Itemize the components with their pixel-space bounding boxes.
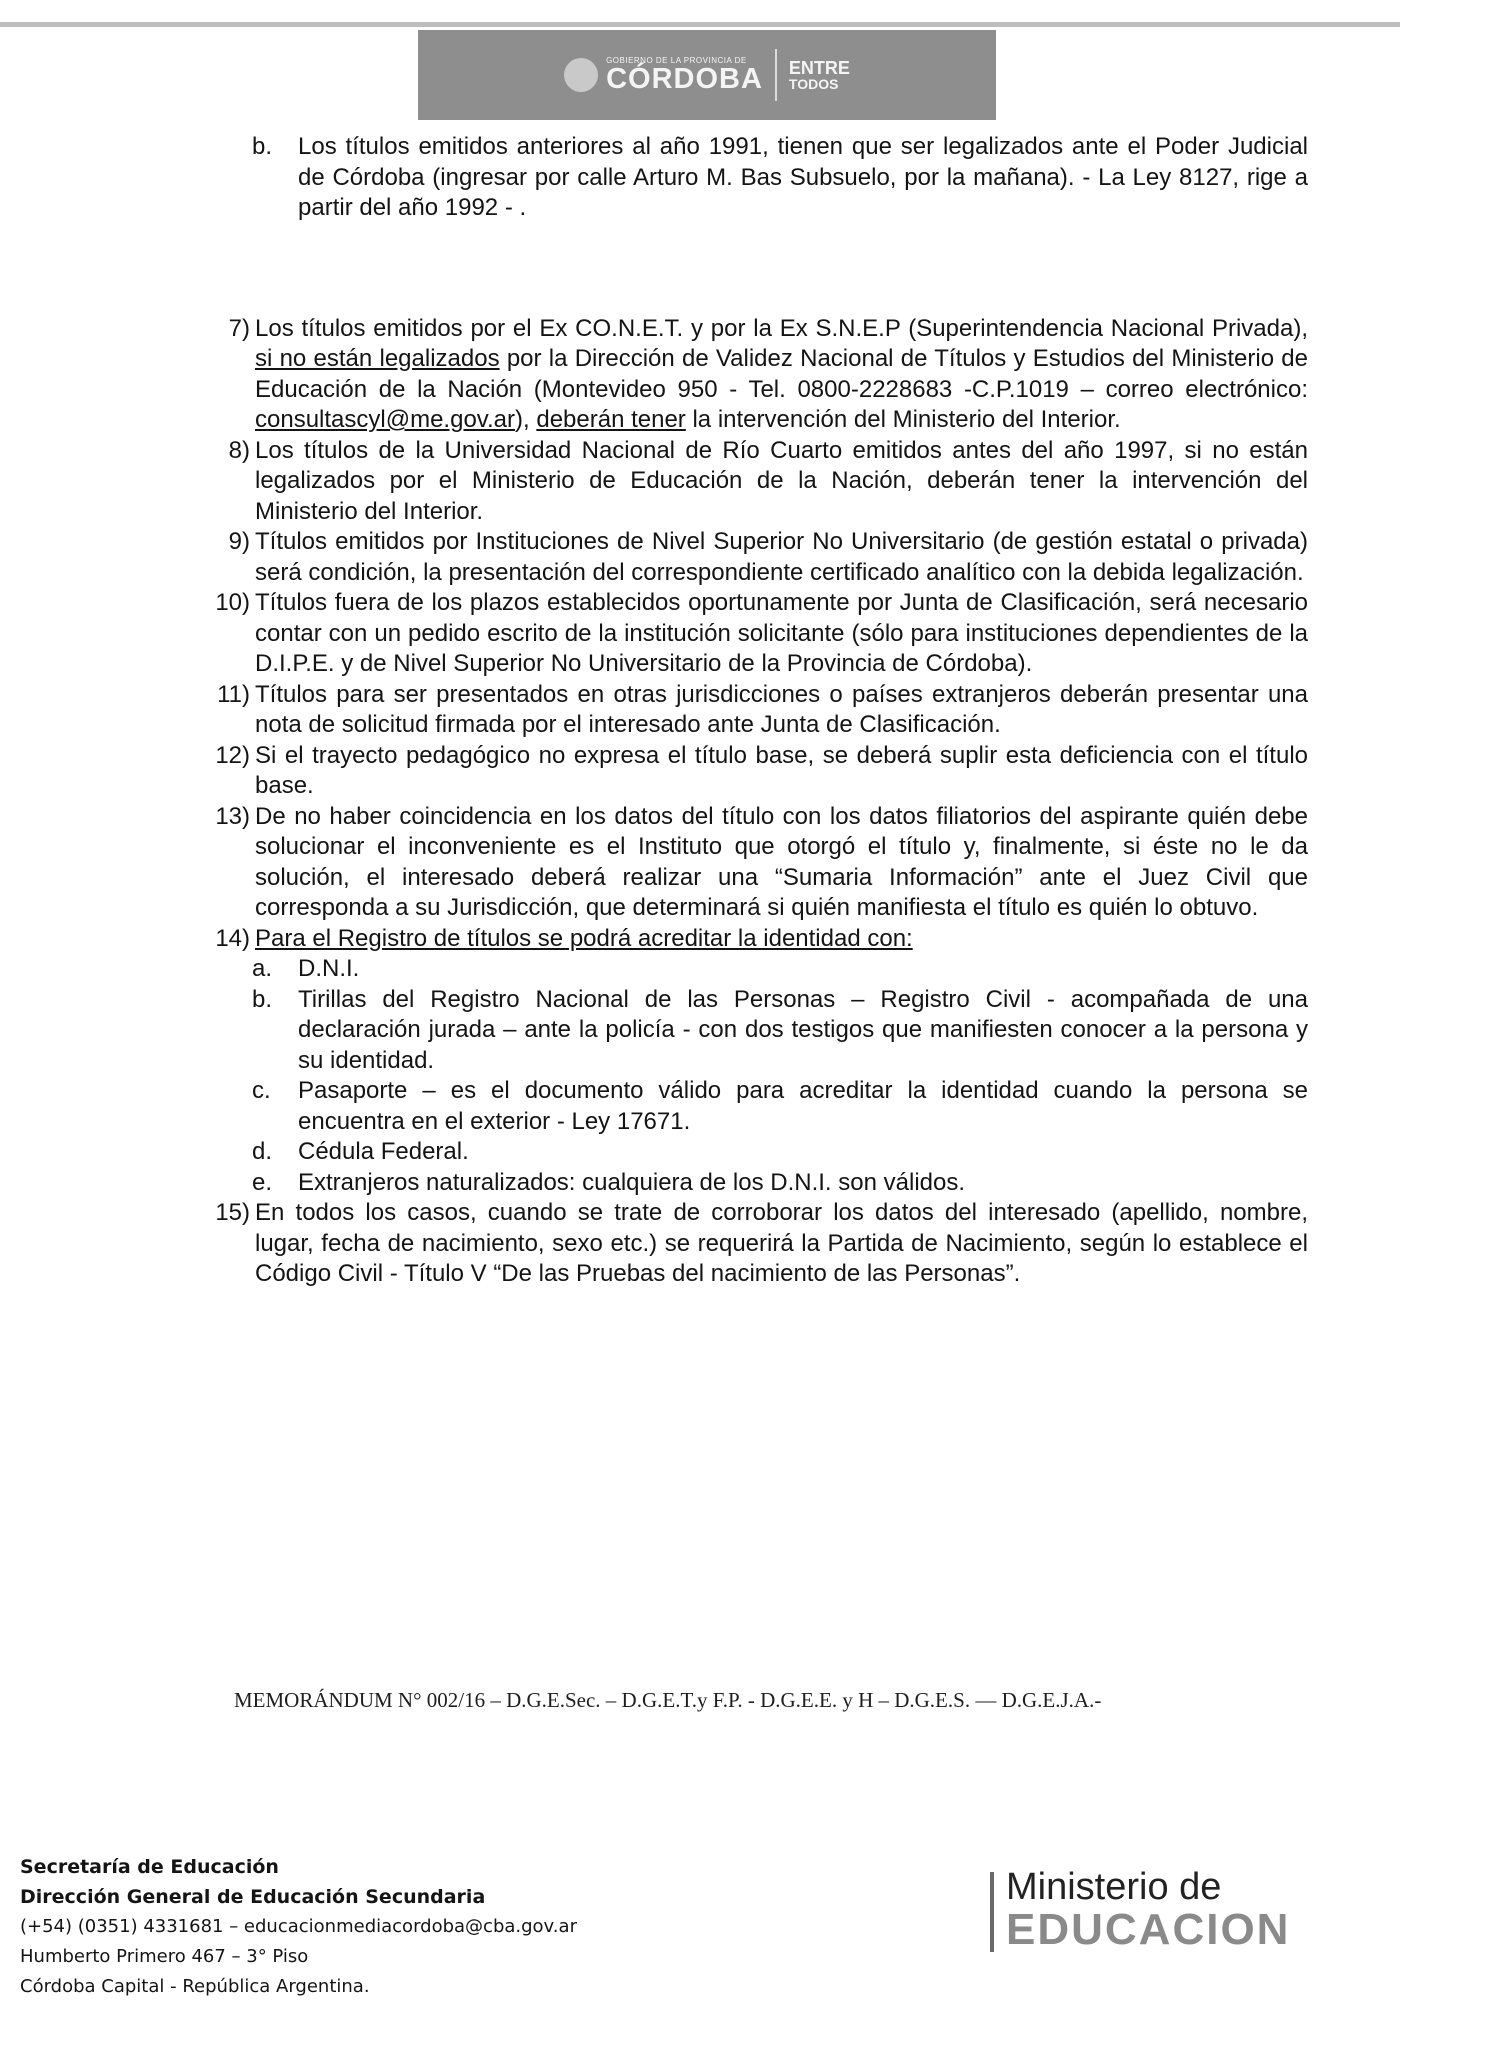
sub-item-c: [202, 1076, 1308, 1137]
ministry-area: EDUCACION: [1006, 1905, 1291, 1954]
list-item-14: [202, 924, 1308, 955]
header-banner: [418, 30, 996, 120]
sub-item-letter: c.: [252, 1077, 271, 1104]
footer-secretariat: Secretaría de Educación: [20, 1856, 279, 1878]
item-text-part: Los títulos emitidos por el Ex CO.N.E.T. y por la Ex S.N.E.P (Superintendencia Nacional Privada),: [255, 314, 1308, 342]
item-text: Si el trayecto pedagógico no expresa el título base, se deberá suplir esta deficiencia con el título base.: [255, 741, 1308, 799]
sub-item-letter: d.: [252, 1138, 273, 1165]
slogan: [789, 59, 850, 91]
sub-item-letter: a.: [252, 955, 273, 982]
document-body: [202, 132, 1308, 1290]
list-item-8: [202, 436, 1308, 528]
item-number: 11): [217, 680, 250, 708]
item-text: Títulos emitidos por Instituciones de Nivel Superior No Universitario (de gestión estatal o privada) será condición, la presentación del correspondiente certificado analítico con la debida legalización.: [255, 528, 1308, 586]
province-name: CÓRDOBA: [606, 62, 763, 95]
item-number: 10): [215, 589, 250, 616]
item-number: 7): [228, 314, 250, 342]
sub-item-b-continued: [202, 132, 1308, 224]
item-number: 13): [215, 802, 250, 830]
provincial-seal-icon: [564, 58, 598, 92]
list-item-10: [202, 588, 1308, 680]
item-text: Títulos para ser presentados en otras jurisdicciones o países extranjeros deberán presentar una nota de solicitud firmada por el interesado ante Junta de Clasificación.: [255, 680, 1308, 738]
sub-item-text: Cédula Federal.: [298, 1138, 469, 1165]
sub-item-text: Extranjeros naturalizados: cualquiera de los D.N.I. son válidos.: [298, 1168, 966, 1196]
list-item-13: [202, 802, 1308, 924]
slogan-line-1: ENTRE: [788, 58, 850, 78]
footer-address: Humberto Primero 467 – 3° Piso: [20, 1946, 309, 1967]
sub-item-letter: e.: [252, 1168, 273, 1196]
ministry-name: Ministerio de: [1006, 1866, 1222, 1908]
footer-directorate: Dirección General de Educación Secundaria: [20, 1886, 486, 1908]
list-item-9: [202, 527, 1308, 588]
item-number: 12): [215, 741, 250, 769]
item-text: Los títulos de la Universidad Nacional de Río Cuarto emitidos antes del año 1997, si no están legalizados por el Ministerio de Educación de la Nación, deberán tener la intervención del Ministerio del Interior.: [255, 436, 1308, 525]
item-text: En todos los casos, cuando se trate de corroborar los datos del interesado (apellido, nombre, lugar, fecha de nacimiento, sexo etc.) se requerirá la Partida de Nacimiento, según lo establece el Código Civil - Título V “De las Pruebas del nacimiento de las Personas”.: [255, 1199, 1308, 1287]
cordoba-logo: [564, 57, 763, 94]
sub-item-text: D.N.I.: [298, 955, 360, 982]
top-rule: [0, 22, 1400, 27]
sub-item-text: Tirillas del Registro Nacional de las Personas – Registro Civil - acompañada de una declaración jurada – ante la policía - con dos testigos que manifiesten conocer a la persona y su identidad.: [298, 985, 1308, 1074]
underlined-phrase: si no están legalizados: [255, 345, 500, 372]
sub-item-letter: b.: [252, 133, 273, 160]
underlined-phrase: deberán tener: [536, 406, 686, 433]
ministry-logo: [990, 1868, 1290, 1952]
item-number: 8): [228, 436, 250, 464]
item-number: 15): [215, 1199, 250, 1226]
memo-reference: MEMORÁNDUM N° 002/16 – D.G.E.Sec. – D.G.E.T.y F.P. - D.G.E.E. y H – D.G.E.S. — D.G.E.J.A.-: [234, 1688, 1102, 1712]
item-text: De no haber coincidencia en los datos del título con los datos filiatorios del aspirante quién debe solucionar el inconveniente es el Instituto que otorgó el título y, finalmente, si éste no le da solución, el interesado deberá realizar una “Sumaria Información” ante el Juez Civil que corresponda a su Jurisdicción, que determinará si quién manifiesta el título es quién lo obtuvo.: [255, 802, 1308, 921]
footer-contact: [20, 1852, 577, 2002]
item-text-part: ),: [515, 406, 537, 433]
footer-city: Córdoba Capital - República Argentina.: [20, 1976, 370, 1997]
list-item-11: [202, 680, 1308, 741]
list-item-15: [202, 1198, 1308, 1290]
sub-item-text: Pasaporte – es el documento válido para acreditar la identidad cuando la persona se encuentra en el exterior - Ley 17671.: [298, 1077, 1308, 1135]
sub-item-e: [202, 1168, 1308, 1199]
list-item-12: [202, 741, 1308, 802]
item-heading: Para el Registro de títulos se podrá acreditar la identidad con:: [255, 924, 913, 952]
item-text: [250, 314, 1308, 436]
sub-item-d: [202, 1137, 1308, 1168]
ministry-bar: [990, 1872, 994, 1952]
slogan-line-2: TODOS: [788, 76, 839, 92]
banner-divider: [775, 49, 777, 101]
footer-phone-email: (+54) (0351) 4331681 – educacionmediacordoba@cba.gov.ar: [20, 1916, 577, 1937]
item-text: Títulos fuera de los plazos establecidos oportunamente por Junta de Clasificación, será necesario contar con un pedido escrito de la institución solicitante (sólo para instituciones dependientes de la D.I.P.E. y de Nivel Superior No Universitario de la Provincia de Córdoba).: [255, 589, 1308, 677]
sub-item-a: [202, 954, 1308, 985]
sub-item-letter: b.: [252, 985, 273, 1013]
spacer: [202, 224, 1308, 314]
sub-item-text: Los títulos emitidos anteriores al año 1991, tienen que ser legalizados ante el Poder Judicial de Córdoba (ingresar por calle Arturo M. Bas Subsuelo, por la mañana). - La Ley 8127, rige a partir del año 1992 - .: [298, 133, 1308, 221]
item-number: 14): [215, 924, 250, 952]
email-link[interactable]: consultascyl@me.gov.ar: [255, 406, 516, 433]
item-text-part: la intervención del Ministerio del Interior.: [685, 406, 1121, 433]
item-number: 9): [228, 528, 250, 555]
sub-item-b: [202, 985, 1308, 1077]
list-item-7: [202, 314, 1308, 436]
item-text-part: por la Dirección de Validez Nacional de Títulos y Estudios del Ministerio de Educación de la Nación (Montevideo 950 - Tel. 0800-2228683 -C.P.1019 – correo electrónico:: [255, 345, 1308, 403]
province-prefix: GOBIERNO DE LA PROVINCIA DE: [606, 55, 747, 65]
